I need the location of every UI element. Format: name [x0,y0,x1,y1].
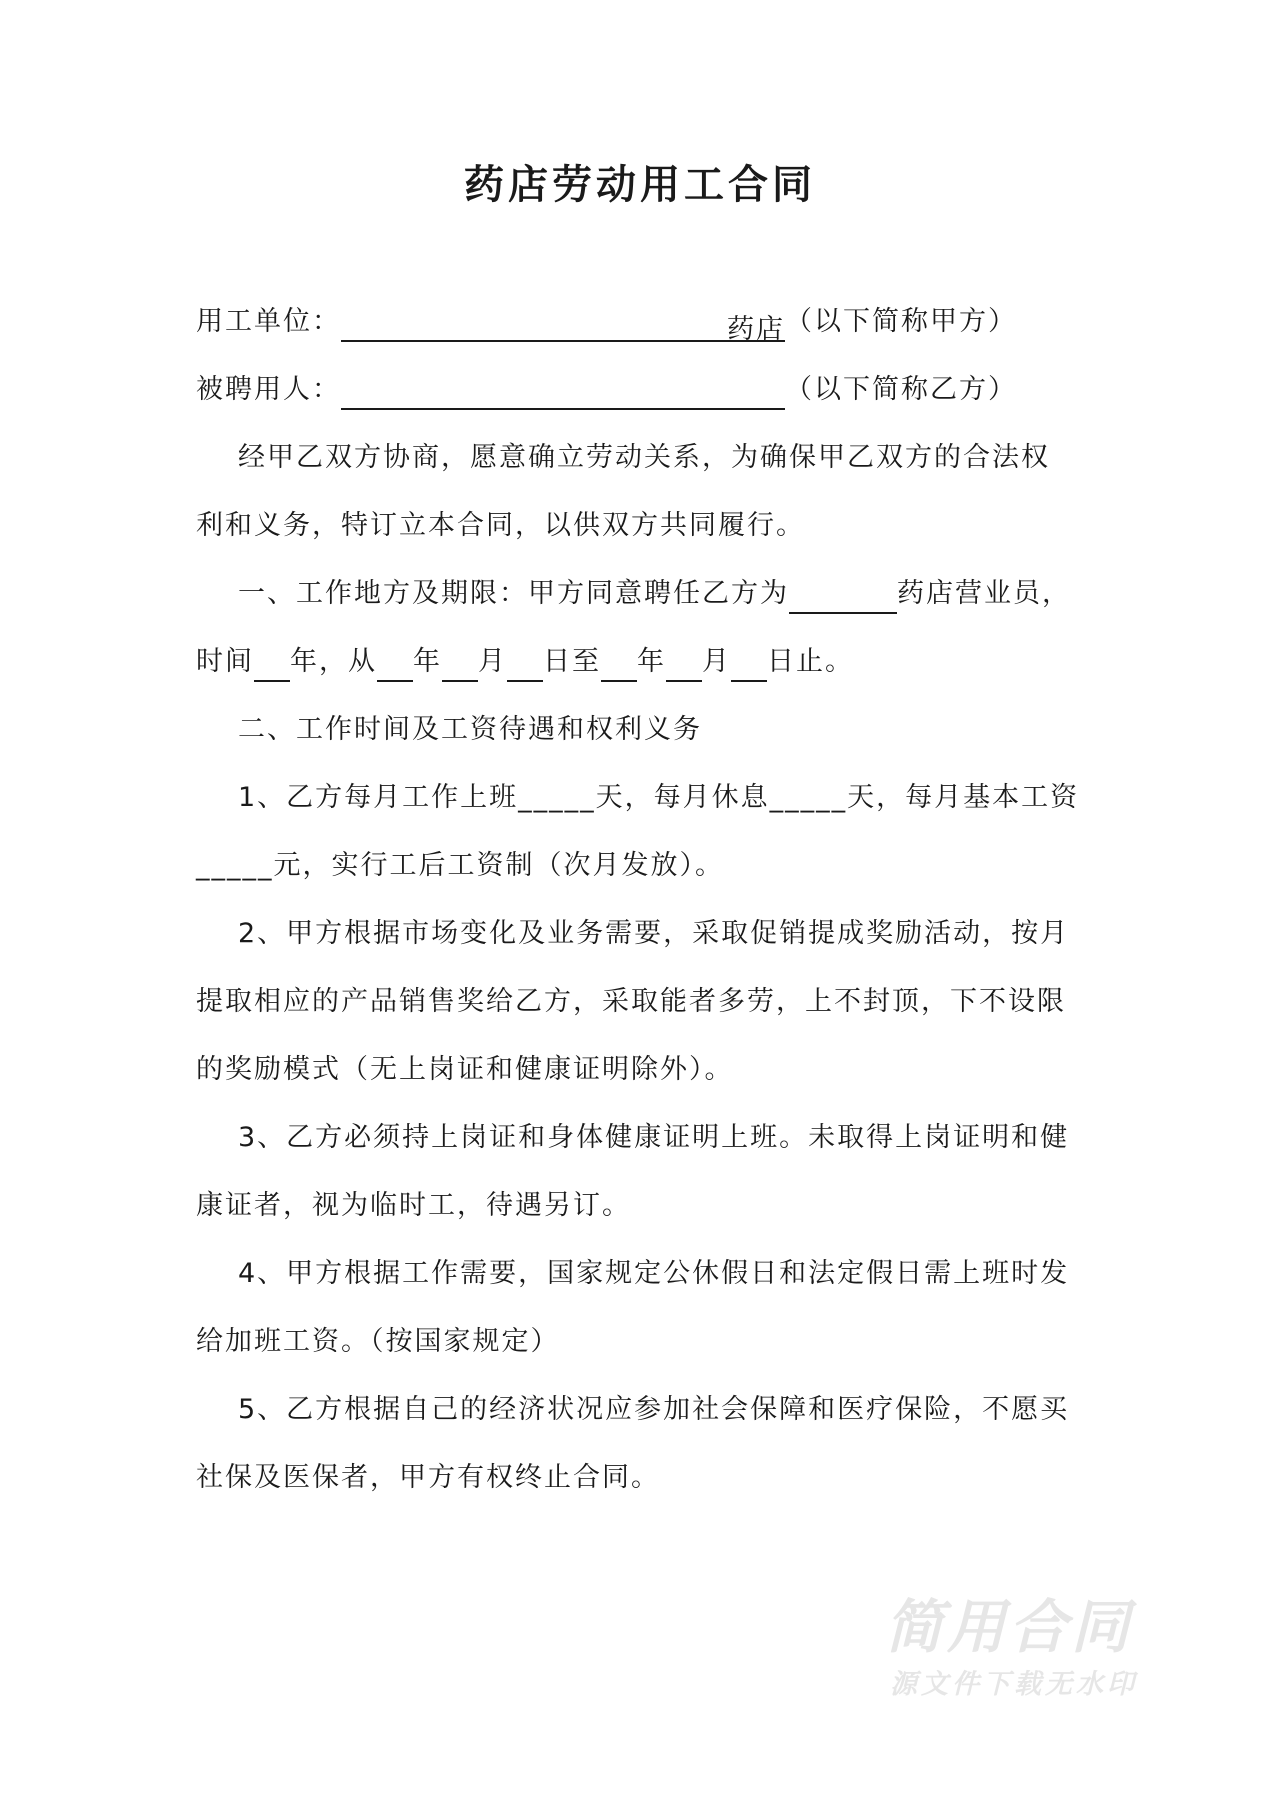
employer-label: 用工单位： [196,306,341,337]
employer-note: （以下简称甲方） [785,306,1017,337]
employer-suffix: 药店 [727,314,785,345]
item4-line-1: 4、甲方根据工作需要，国家规定公休假日和法定假日需上班时发 [238,1258,1070,1289]
item2-line-1: 2、甲方根据市场变化及业务需要，采取促销提成奖励活动，按月 [238,918,1070,949]
start-month-label: 月 [478,646,507,677]
watermark-brand: 简用合同 [885,1593,1134,1661]
end-day-field[interactable] [731,650,767,682]
employer-line [196,302,1096,345]
intro-line-2: 利和义务，特订立本合同，以供双方共同履行。 [196,510,805,541]
from-label: ，从 [319,646,377,677]
section1-line-2 [196,642,1096,682]
section1-suffix: 药店营业员， [897,578,1071,609]
item3-line-2: 康证者，视为临时工，待遇另订。 [196,1190,631,1221]
start-year-field[interactable] [377,650,413,682]
watermark-tagline: 源文件下载无水印 [890,1669,1138,1700]
item5-line-1: 5、乙方根据自己的经济状况应参加社会保障和医疗保险，不愿买 [238,1394,1070,1425]
employee-label: 被聘用人： [196,374,341,405]
intro-line-1: 经甲乙双方协商，愿意确立劳动关系，为确保甲乙双方的合法权 [238,442,1050,473]
year-label: 年 [290,646,319,677]
end-month-field[interactable] [666,650,702,682]
document-title: 药店劳动用工合同 [464,161,816,208]
section1-line-1 [238,574,1138,614]
item1-line-2: _____元，实行工后工资制（次月发放）。 [196,850,724,881]
term-years-field[interactable] [254,650,290,682]
end-year-label: 年 [637,646,666,677]
item4-line-2: 给加班工资。（按国家规定） [196,1326,560,1357]
employee-name-field[interactable] [341,378,785,410]
employer-name-field[interactable] [341,310,785,345]
item5-line-2: 社保及医保者，甲方有权终止合同。 [196,1462,660,1493]
item2-line-2: 提取相应的产品销售奖给乙方，采取能者多劳，上不封顶，下不设限 [196,986,1066,1017]
start-day-field[interactable] [507,650,543,682]
item1-line-1: 1、乙方每月工作上班_____天，每月休息_____天，每月基本工资 [238,782,1080,813]
day-end-label: 日止。 [767,646,854,677]
employee-note: （以下简称乙方） [785,374,1017,405]
day-to-label: 日至 [543,646,601,677]
employee-line [196,370,1096,410]
section2-heading: 二、工作时间及工资待遇和权利义务 [238,714,702,745]
item2-line-3: 的奖励模式（无上岗证和健康证明除外）。 [196,1054,734,1085]
item3-line-1: 3、乙方必须持上岗证和身体健康证明上班。未取得上岗证明和健 [238,1122,1070,1153]
pharmacy-name-field[interactable] [789,582,897,614]
start-month-field[interactable] [442,650,478,682]
section1-prefix: 一、工作地方及期限：甲方同意聘任乙方为 [238,578,789,609]
time-label: 时间 [196,646,254,677]
end-year-field[interactable] [601,650,637,682]
start-year-label: 年 [413,646,442,677]
end-month-label: 月 [702,646,731,677]
